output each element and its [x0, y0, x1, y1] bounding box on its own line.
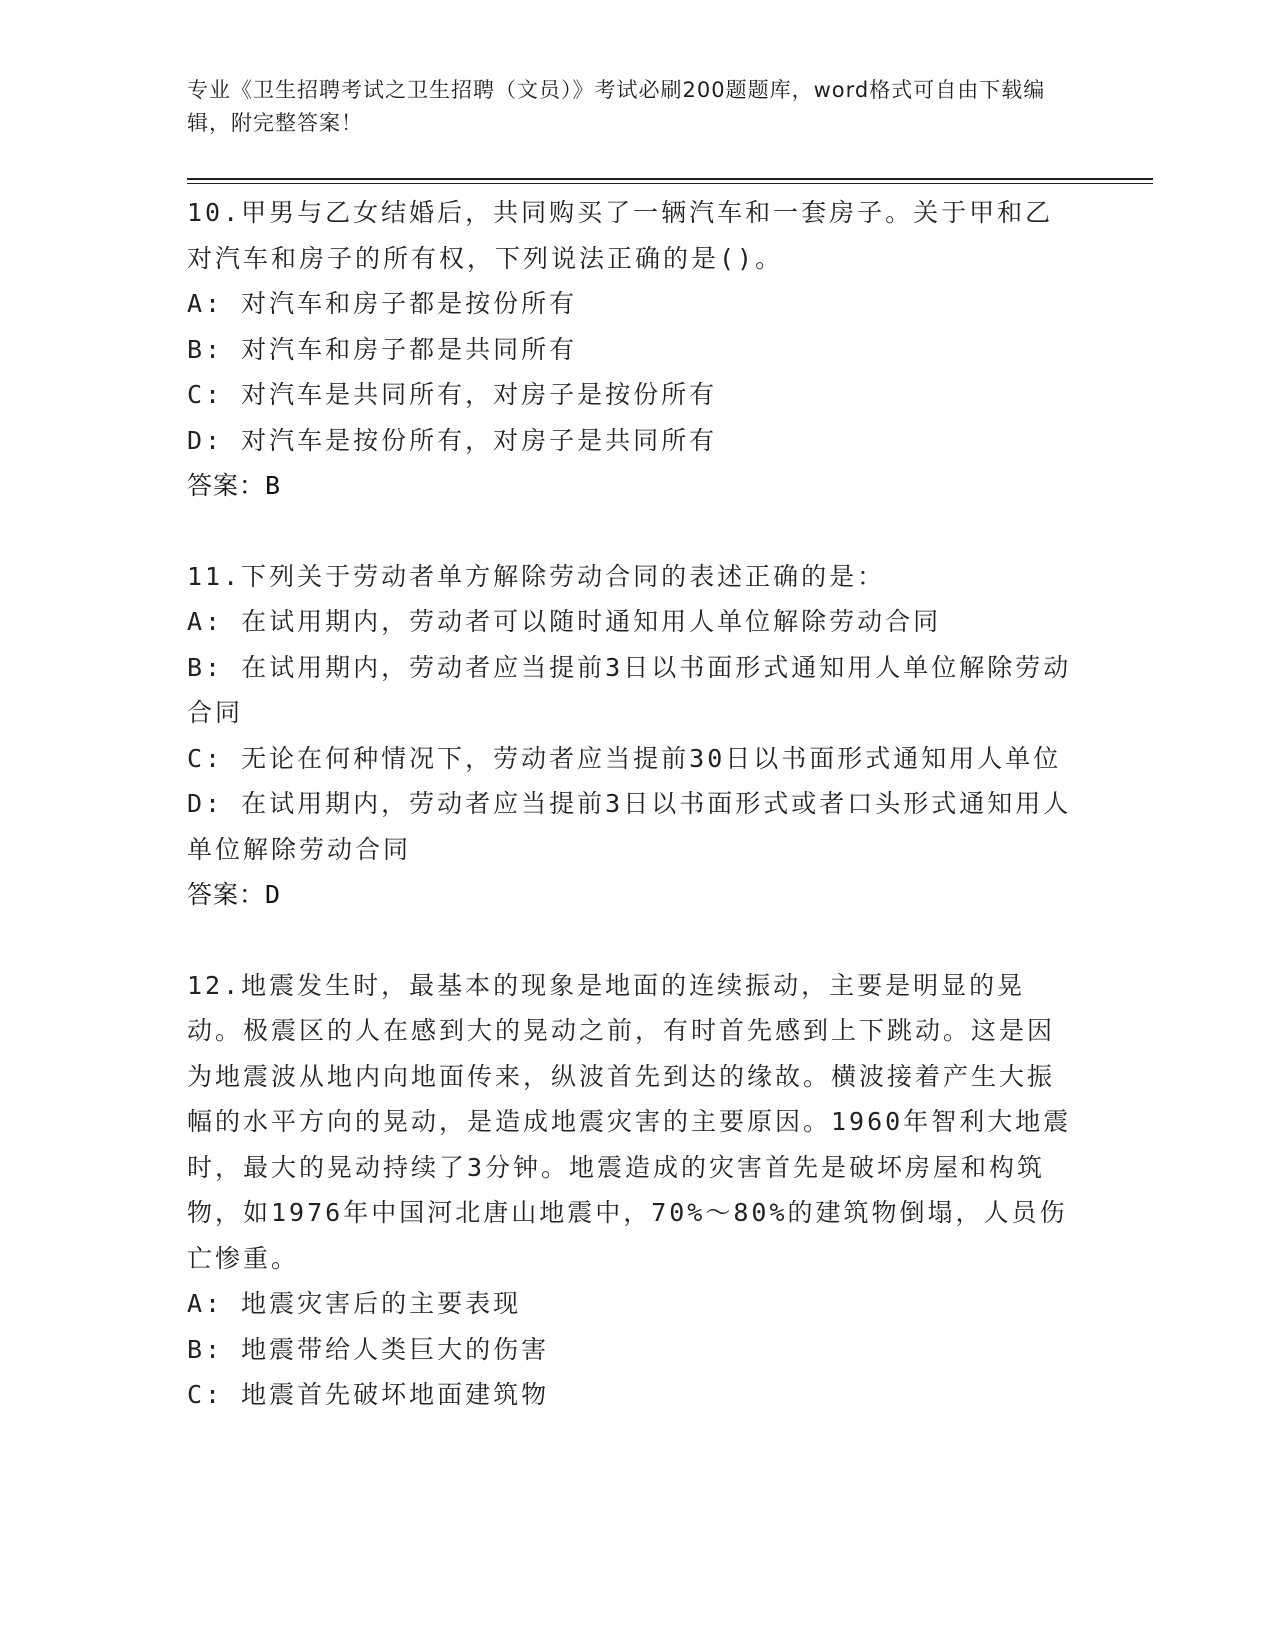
answer-label: 答案：: [187, 880, 266, 909]
option-c: C: 对汽车是共同所有，对房子是按份所有: [187, 380, 718, 409]
question-stem: 10.甲男与乙女结婚后，共同购买了一辆汽车和一套房子。关于甲和乙对汽车和房子的所有权，下列说法正确的是()。: [187, 198, 1054, 273]
answer-value: D: [265, 880, 282, 909]
answer-line: [187, 872, 1077, 918]
option-d: D: 对汽车是按份所有，对房子是共同所有: [187, 425, 718, 455]
question-10: [187, 190, 1077, 509]
option-b: B: 地震带给人类巨大的伤害: [187, 1334, 550, 1364]
option-b: B: 对汽车和房子都是共同所有: [187, 334, 578, 364]
header-divider-thin: [187, 183, 1153, 184]
question-list: [187, 190, 1077, 1418]
option-c: C: 无论在何种情况下，劳动者应当提前30日以书面形式通知用人单位: [187, 743, 1062, 773]
option-a: A: 对汽车和房子都是按份所有: [187, 289, 578, 318]
question-stem: 11.下列关于劳动者单方解除劳动合同的表述正确的是：: [187, 561, 886, 591]
document-header: 专业《卫生招聘考试之卫生招聘（文员）》考试必刷200题题库，word格式可自由下载编辑，附完整答案！: [187, 78, 1046, 135]
answer-line: [187, 463, 1077, 509]
header-divider-thick: [187, 178, 1153, 180]
question-11: [187, 554, 1077, 918]
option-a: A: 地震灾害后的主要表现: [187, 1289, 522, 1318]
option-d: D: 在试用期内，劳动者应当提前3日以书面形式或者口头形式通知用人单位解除劳动合同: [187, 789, 1072, 864]
question-12: [187, 963, 1077, 1418]
answer-value: B: [265, 471, 282, 500]
question-stem: 12.地震发生时，最基本的现象是地面的连续振动，主要是明显的晃动。极震区的人在感到大的晃动之前，有时首先感到上下跳动。这是因为地震波从地内向地面传来，纵波首先到达的缘故。横波接着产生大振幅的水平方向的晃动，是造成地震灾害的主要原因。1960年智利大地震时，最大的晃动持续了3分钟。地震造成的灾害首先是破坏房屋和构筑物，如1976年中国河北唐山地震中，70%～80%的建筑物倒塌，人员伤亡惨重。: [187, 970, 1072, 1273]
option-a: A: 在试用期内，劳动者可以随时通知用人单位解除劳动合同: [187, 607, 942, 636]
answer-label: 答案：: [187, 471, 266, 500]
option-c: C: 地震首先破坏地面建筑物: [187, 1380, 550, 1409]
option-b: B: 在试用期内，劳动者应当提前3日以书面形式通知用人单位解除劳动合同: [187, 652, 1072, 727]
